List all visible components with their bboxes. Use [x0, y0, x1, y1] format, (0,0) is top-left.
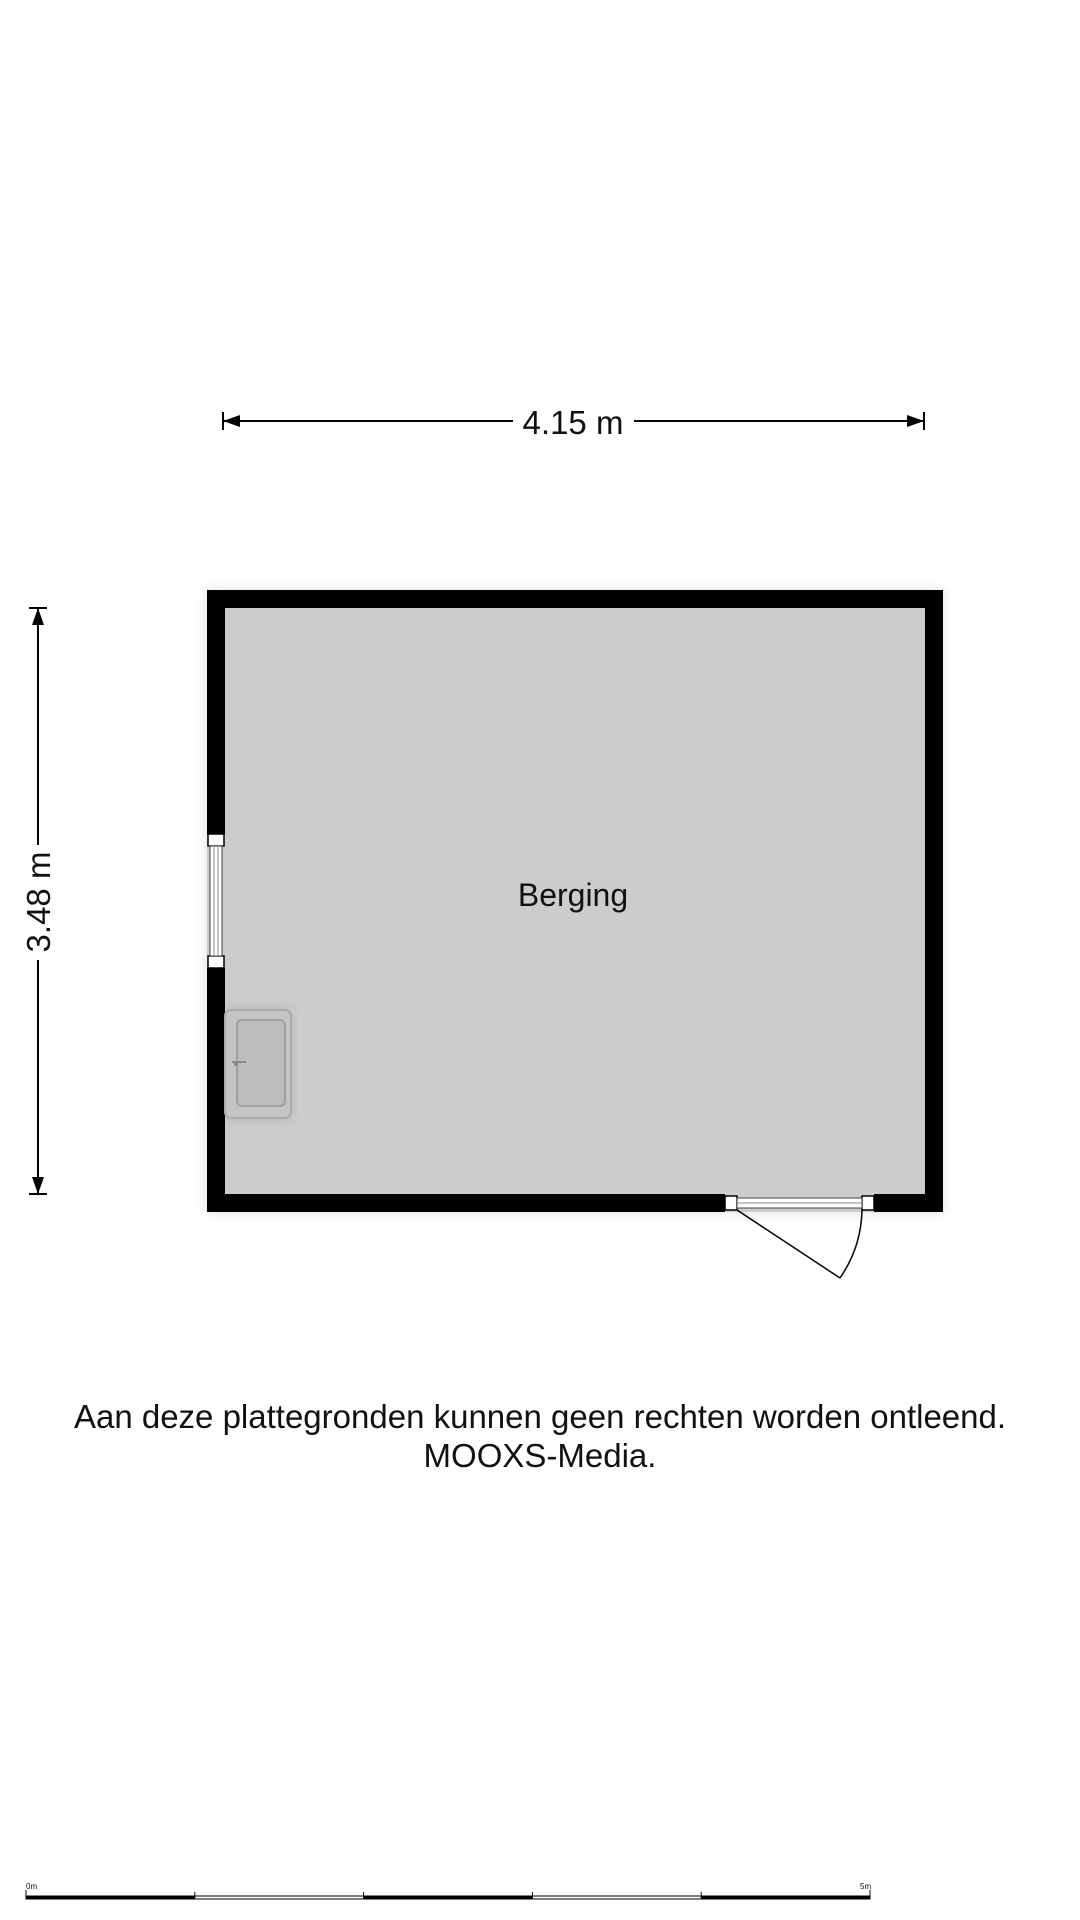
arrow-down-icon: [32, 1177, 44, 1194]
arrow-right-icon: [907, 415, 924, 427]
scale-segment: [364, 1896, 533, 1899]
scale-segment: [26, 1896, 195, 1899]
sink-fixture: [225, 1010, 291, 1118]
scale-segment: [701, 1896, 870, 1899]
wall-bottom-left: [207, 1194, 725, 1212]
door-bottom: [725, 1196, 874, 1278]
wall-left-top: [207, 590, 225, 834]
width-label: 4.15 m: [522, 404, 624, 441]
room-berging: [207, 590, 943, 1278]
width-dimension: [223, 404, 924, 441]
wall-right: [925, 590, 943, 1212]
disclaimer-company: MOOXS-Media.: [423, 1437, 657, 1474]
scale-start-label: 0m: [26, 1882, 38, 1891]
disclaimer-line: Aan deze plattegronden kunnen geen rechten worden ontleend.: [73, 1398, 1007, 1435]
wall-top: [207, 590, 943, 608]
height-label: 3.48 m: [20, 851, 57, 953]
window-left: [208, 834, 224, 968]
wall-bottom-right: [874, 1194, 943, 1212]
room-label: Berging: [517, 877, 629, 913]
disclaimer: [0, 1397, 1080, 1475]
scale-end-label: 5m: [860, 1882, 872, 1891]
wall-left-bottom: [207, 968, 225, 1212]
arrow-left-icon: [223, 415, 240, 427]
scale-bar: [26, 1882, 871, 1899]
height-dimension: [20, 608, 57, 1194]
arrow-up-icon: [32, 608, 44, 625]
